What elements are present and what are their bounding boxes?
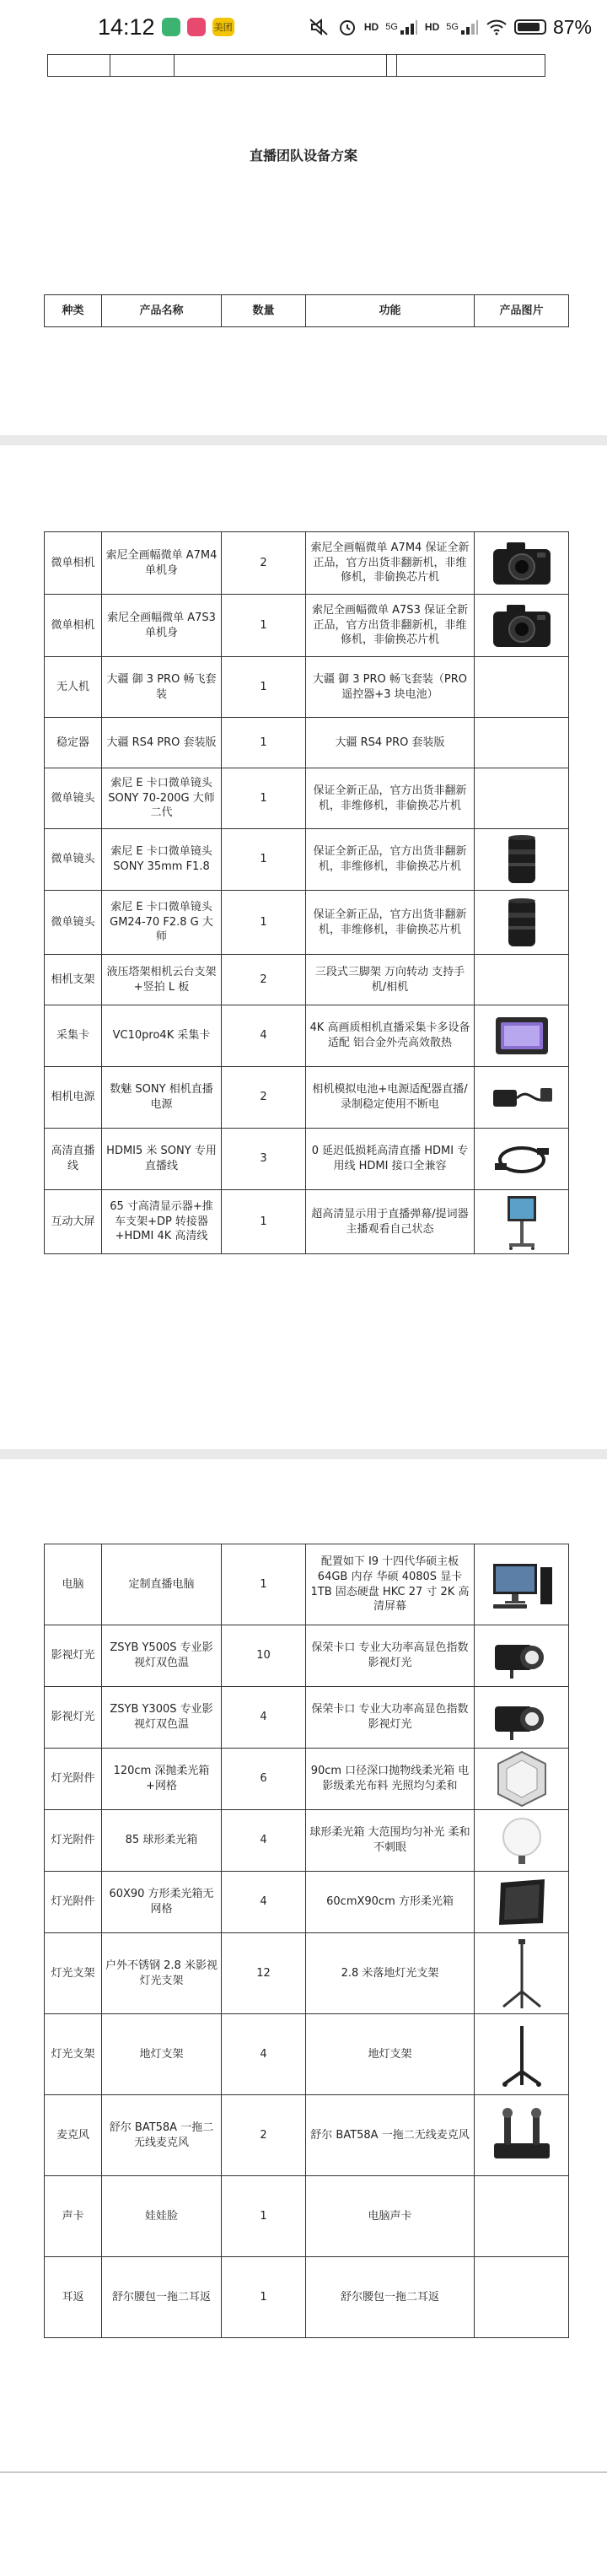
table-row	[45, 1544, 569, 1625]
cell-image	[475, 1749, 569, 1810]
cell-product: 85 球形柔光箱	[102, 1810, 222, 1872]
page-gap	[0, 1449, 607, 1459]
cell-quantity: 10	[222, 1625, 306, 1687]
table-row	[45, 2257, 569, 2338]
cell-quantity: 3	[222, 1129, 306, 1190]
cell-image	[475, 1190, 569, 1254]
cell-function: 0 延迟低损耗高清直播 HDMI 专用线 HDMI 接口全兼容	[306, 1129, 475, 1190]
header-function: 功能	[306, 295, 475, 327]
cell-image	[475, 1810, 569, 1872]
cell-function: 保证全新正品，官方出货非翻新机，非维修机，非偷换芯片机	[306, 891, 475, 955]
cell-product: 索尼 E 卡口微单镜头 SONY 35mm F1.8	[102, 829, 222, 891]
cell-function: 大疆 RS4 PRO 套装版	[306, 718, 475, 768]
cell-image	[475, 718, 569, 768]
table-row	[45, 768, 569, 829]
cell-quantity: 1	[222, 657, 306, 718]
cell-quantity: 1	[222, 829, 306, 891]
header-image: 产品图片	[475, 295, 569, 327]
cell-product: 索尼全画幅微单 A7M4 单机身	[102, 532, 222, 595]
square-softbox-icon	[486, 1873, 558, 1931]
softbox-icon	[486, 1750, 558, 1808]
cell-product: 地灯支架	[102, 2014, 222, 2095]
cell-category: 微单相机	[45, 532, 102, 595]
cell-product: 户外不锈钢 2.8 米影视灯光支架	[102, 1933, 222, 2014]
cell-product: 定制直播电脑	[102, 1544, 222, 1625]
cell-function: 索尼全画幅微单 A7S3 保证全新正品，官方出货非翻新机，非维修机，非偷换芯片机	[306, 595, 475, 657]
cell-function: 4K 高画质相机直播采集卡多设备适配 铝合金外壳高效散热	[306, 1005, 475, 1067]
cell-image	[475, 1687, 569, 1749]
lens-icon	[486, 831, 558, 888]
cell-function: 舒尔腰包一拖二耳返	[306, 2257, 475, 2338]
alarm-icon	[337, 17, 357, 37]
cell-category: 高清直播线	[45, 1129, 102, 1190]
mute-icon	[309, 18, 330, 36]
capture-card-icon	[486, 1007, 558, 1064]
cell-quantity: 1	[222, 768, 306, 829]
table-row	[45, 1933, 569, 2014]
table-row	[45, 829, 569, 891]
cell-category: 微单镜头	[45, 891, 102, 955]
document-title: 直播团队设备方案	[249, 148, 357, 164]
header-category: 种类	[45, 295, 102, 327]
status-icons	[309, 16, 592, 39]
studio-light-icon	[486, 1627, 558, 1684]
hd-icon: HD	[424, 21, 440, 33]
cellular-signal-icon	[385, 19, 418, 35]
table-row	[45, 1810, 569, 1872]
cell-image	[475, 657, 569, 718]
table-row	[45, 595, 569, 657]
page-gap	[0, 435, 607, 445]
cell-function: 配置如下 I9 十四代华硕主板 64GB 内存 华硕 4080S 显卡 1TB 固态硬盘 HKC 27 寸 2K 高清屏幕	[306, 1544, 475, 1625]
cell-category: 影视灯光	[45, 1687, 102, 1749]
cell-function: 大疆 御 3 PRO 畅飞套装（PRO 遥控器+3 块电池）	[306, 657, 475, 718]
document-page-3	[0, 1459, 607, 2455]
floor-stand-icon	[486, 2026, 558, 2083]
cell-category: 灯光支架	[45, 2014, 102, 2095]
cell-product: 65 寸高清显示器+推车支架+DP 转接器+HDMI 4K 高清线	[102, 1190, 222, 1254]
header-product: 产品名称	[102, 295, 222, 327]
cell-product: 索尼 E 卡口微单镜头 GM24-70 F2.8 G 大师	[102, 891, 222, 955]
cell-category: 灯光支架	[45, 1933, 102, 2014]
cell-category: 微单镜头	[45, 829, 102, 891]
cell-image	[475, 1067, 569, 1129]
table-row	[45, 2014, 569, 2095]
cell-image	[475, 1129, 569, 1190]
cell-product: HDMI5 米 SONY 专用直播线	[102, 1129, 222, 1190]
cell-function: 地灯支架	[306, 2014, 475, 2095]
cell-function: 90cm 口径深口抛物线柔光箱 电影级柔光布料 光照均匀柔和	[306, 1749, 475, 1810]
cell-image	[475, 2095, 569, 2176]
table-row	[45, 2176, 569, 2257]
document-page-2	[0, 445, 607, 1449]
table-row	[45, 1625, 569, 1687]
app-notification-icon	[162, 18, 180, 36]
equipment-table-page-2	[44, 531, 569, 1254]
page-divider	[0, 2471, 607, 2473]
cell-product: 120cm 深抛柔光箱+网格	[102, 1749, 222, 1810]
computer-icon	[486, 1556, 558, 1614]
cell-quantity: 12	[222, 1933, 306, 2014]
display-stand-icon	[486, 1194, 558, 1251]
cell-product: 60X90 方形柔光箱无网格	[102, 1872, 222, 1933]
cell-image	[475, 2176, 569, 2257]
status-time: 14:12	[98, 13, 155, 40]
cell-image	[475, 595, 569, 657]
cell-function: 索尼全画幅微单 A7M4 保证全新正品，官方出货非翻新机，非维修机，非偷换芯片机	[306, 532, 475, 595]
sphere-softbox-icon	[486, 1812, 558, 1869]
cell-category: 采集卡	[45, 1005, 102, 1067]
battery-percent: 87%	[552, 15, 592, 38]
header-quantity: 数量	[222, 295, 306, 327]
status-bar	[0, 0, 607, 54]
cell-quantity: 1	[222, 2257, 306, 2338]
cell-category: 灯光附件	[45, 1749, 102, 1810]
cell-image	[475, 2014, 569, 2095]
cell-image	[475, 891, 569, 955]
table-row	[45, 718, 569, 768]
cell-function: 电脑声卡	[306, 2176, 475, 2257]
cell-function: 三段式三脚架 万向转动 支持手机/相机	[306, 955, 475, 1005]
cell-image	[475, 829, 569, 891]
cell-function: 保荣卡口 专业大功率高显色指数影视灯光	[306, 1687, 475, 1749]
network-type: 5G	[446, 22, 459, 32]
cell-quantity: 4	[222, 1810, 306, 1872]
cell-category: 相机电源	[45, 1067, 102, 1129]
table-row	[45, 891, 569, 955]
cell-image	[475, 1872, 569, 1933]
cell-image	[475, 955, 569, 1005]
microphone-icon	[486, 2107, 558, 2164]
document-page-1	[0, 54, 607, 435]
cell-quantity: 1	[222, 891, 306, 955]
cell-category: 耳返	[45, 2257, 102, 2338]
cell-category: 稳定器	[45, 718, 102, 768]
lens-icon	[486, 894, 558, 951]
cell-function: 保证全新正品，官方出货非翻新机，非维修机，非偷换芯片机	[306, 829, 475, 891]
table-row	[45, 1872, 569, 1933]
table-remnant	[47, 54, 545, 77]
cell-quantity: 2	[222, 955, 306, 1005]
cell-quantity: 1	[222, 1544, 306, 1625]
cell-quantity: 4	[222, 2014, 306, 2095]
cell-product: ZSYB Y500S 专业影视灯双色温	[102, 1625, 222, 1687]
table-row	[45, 1190, 569, 1254]
cell-quantity: 1	[222, 2176, 306, 2257]
cell-category: 微单镜头	[45, 768, 102, 829]
cell-image	[475, 2257, 569, 2338]
cell-function: 保证全新正品，官方出货非翻新机，非维修机，非偷换芯片机	[306, 768, 475, 829]
cell-category: 影视灯光	[45, 1625, 102, 1687]
cell-quantity: 2	[222, 532, 306, 595]
table-row	[45, 1749, 569, 1810]
cell-product: 液压塔架相机云台支架+竖拍 L 板	[102, 955, 222, 1005]
equipment-table-page-3	[44, 1544, 569, 2338]
network-type: 5G	[385, 22, 398, 32]
cell-product: 舒尔 BAT58A 一拖二无线麦克风	[102, 2095, 222, 2176]
cell-product: 大疆 御 3 PRO 畅飞套装	[102, 657, 222, 718]
cell-function: 60cmX90cm 方形柔光箱	[306, 1872, 475, 1933]
cell-category: 灯光附件	[45, 1810, 102, 1872]
cell-product: 舒尔腰包一拖二耳返	[102, 2257, 222, 2338]
camera-icon	[486, 535, 558, 592]
cell-function: 保荣卡口 专业大功率高显色指数影视灯光	[306, 1625, 475, 1687]
cell-quantity: 4	[222, 1005, 306, 1067]
table-row	[45, 1129, 569, 1190]
cell-quantity: 1	[222, 595, 306, 657]
table-row	[45, 1067, 569, 1129]
cell-product: VC10pro4K 采集卡	[102, 1005, 222, 1067]
cell-function: 超高清显示用于直播弹幕/提词器主播观看自己状态	[306, 1190, 475, 1254]
cell-quantity: 2	[222, 2095, 306, 2176]
cell-image	[475, 1625, 569, 1687]
cell-image	[475, 532, 569, 595]
cell-category: 灯光附件	[45, 1872, 102, 1933]
table-row	[45, 1005, 569, 1067]
cellular-signal-icon	[446, 19, 479, 35]
cell-image	[475, 768, 569, 829]
cell-image	[475, 1933, 569, 2014]
light-stand-icon	[486, 1945, 558, 2002]
cell-quantity: 2	[222, 1067, 306, 1129]
cell-function: 2.8 米落地灯光支架	[306, 1933, 475, 2014]
camera-icon	[486, 597, 558, 655]
table-row	[45, 955, 569, 1005]
cell-category: 互动大屏	[45, 1190, 102, 1254]
cell-product: 娃娃脸	[102, 2176, 222, 2257]
cell-quantity: 1	[222, 718, 306, 768]
cell-function: 相机模拟电池+电源适配器直播/录制稳定使用不断电	[306, 1067, 475, 1129]
cell-function: 球形柔光箱 大范围均匀补光 柔和不刺眼	[306, 1810, 475, 1872]
table-row	[45, 657, 569, 718]
table-row	[45, 2095, 569, 2176]
cell-function: 舒尔 BAT58A 一拖二无线麦克风	[306, 2095, 475, 2176]
cell-category: 电脑	[45, 1544, 102, 1625]
cell-category: 无人机	[45, 657, 102, 718]
battery-icon	[514, 19, 546, 35]
cell-quantity: 1	[222, 1190, 306, 1254]
cell-product: 索尼 E 卡口微单镜头 SONY 70-200G 大师 二代	[102, 768, 222, 829]
power-adapter-icon	[486, 1069, 558, 1126]
hd-icon: HD	[363, 21, 379, 33]
cell-category: 微单相机	[45, 595, 102, 657]
equipment-table-header	[44, 294, 569, 327]
cell-quantity: 4	[222, 1687, 306, 1749]
cell-product: 索尼全画幅微单 A7S3 单机身	[102, 595, 222, 657]
battery-level	[518, 23, 540, 31]
table-row	[45, 1687, 569, 1749]
cell-quantity: 4	[222, 1872, 306, 1933]
cell-image	[475, 1005, 569, 1067]
cell-product: 数魅 SONY 相机直播电源	[102, 1067, 222, 1129]
cell-category: 相机支架	[45, 955, 102, 1005]
cell-image	[475, 1544, 569, 1625]
cell-category: 声卡	[45, 2176, 102, 2257]
cell-product: ZSYB Y300S 专业影视灯双色温	[102, 1687, 222, 1749]
meituan-icon: 美团	[212, 18, 234, 36]
cell-quantity: 6	[222, 1749, 306, 1810]
wifi-icon	[486, 19, 508, 35]
table-row	[45, 532, 569, 595]
app-notification-icon	[187, 18, 206, 36]
cell-product: 大疆 RS4 PRO 套装版	[102, 718, 222, 768]
hdmi-cable-icon	[486, 1130, 558, 1188]
studio-light-icon	[486, 1689, 558, 1746]
cell-category: 麦克风	[45, 2095, 102, 2176]
